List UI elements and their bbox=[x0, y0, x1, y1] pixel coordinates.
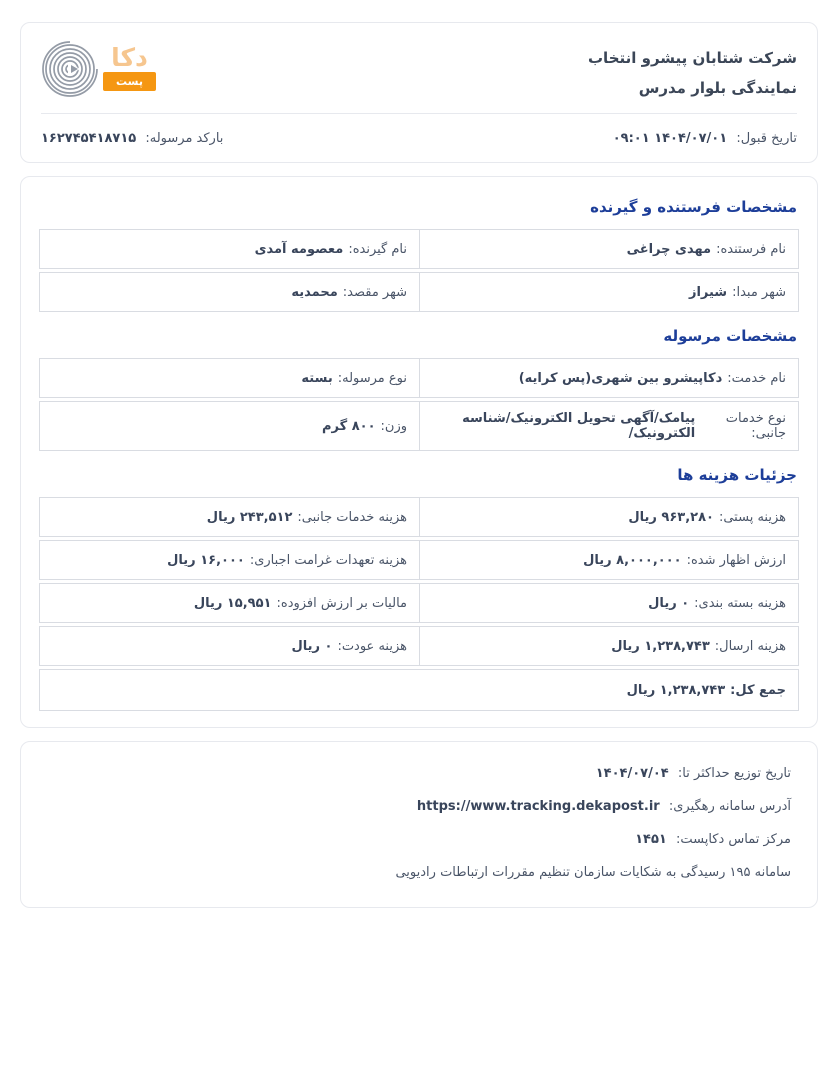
table-cell-shipping-cost bbox=[419, 627, 798, 665]
sender-receiver-table bbox=[39, 229, 799, 312]
footer-line-call-center bbox=[47, 832, 791, 848]
footer-value: ۱۴۵۱ bbox=[635, 832, 667, 847]
accept-date bbox=[613, 131, 797, 146]
table-cell-destination-city bbox=[40, 273, 419, 311]
cell-value: ۱,۲۳۸,۷۴۳ ریال bbox=[611, 638, 710, 654]
spiral-icon bbox=[41, 39, 99, 101]
table-row bbox=[39, 540, 799, 580]
table-cell-declared-value bbox=[419, 541, 798, 579]
dekapost-logo bbox=[41, 37, 156, 101]
footer-label: آدرس سامانه رهگیری: bbox=[668, 799, 791, 814]
cell-value: ۰ ریال bbox=[291, 638, 333, 654]
barcode-label: بارکد مرسوله: bbox=[145, 131, 224, 146]
cell-label: نوع خدمات جانبی: bbox=[725, 411, 786, 441]
cell-label: شهر مبدا: bbox=[732, 284, 786, 300]
receipt-header-card bbox=[20, 22, 818, 163]
table-cell-side-services-cost bbox=[40, 498, 419, 536]
table-cell-weight bbox=[40, 402, 419, 450]
header-meta-row bbox=[41, 114, 797, 146]
costs-table bbox=[39, 497, 799, 711]
logo-post-badge: پست bbox=[103, 72, 156, 91]
receipt-footer-card bbox=[20, 741, 818, 908]
table-row bbox=[39, 497, 799, 537]
footer-line-tracking-url bbox=[47, 799, 791, 815]
cell-label: ارزش اظهار شده: bbox=[686, 552, 786, 568]
parcel-barcode bbox=[41, 131, 223, 146]
table-cell-origin-city bbox=[419, 273, 798, 311]
logo-wordmark bbox=[103, 45, 156, 91]
cell-label: نوع مرسوله: bbox=[337, 370, 407, 386]
cell-label: هزینه خدمات جانبی: bbox=[297, 509, 407, 525]
section-title-parcel: مشخصات مرسوله bbox=[663, 327, 797, 345]
cell-label: شهر مقصد: bbox=[342, 284, 407, 300]
cell-label: مالیات بر ارزش افزوده: bbox=[276, 595, 407, 611]
table-cell-return-cost bbox=[40, 627, 419, 665]
table-cell-service-name bbox=[419, 359, 798, 397]
footer-label: تاریخ توزیع حداکثر تا: bbox=[677, 766, 791, 781]
cell-value: ۱۵,۹۵۱ ریال bbox=[193, 595, 272, 611]
cell-label: هزینه پستی: bbox=[718, 509, 786, 525]
cell-value: معصومه آمدی bbox=[254, 241, 344, 257]
table-row bbox=[39, 272, 799, 312]
cell-value: پیامک/آگهی تحویل الکترونیک/شناسه الکترونیک/ bbox=[462, 411, 696, 441]
footer-line-max-delivery-date bbox=[47, 766, 791, 782]
cell-value: محمدیه bbox=[291, 284, 338, 300]
cell-value: ۸,۰۰۰,۰۰۰ ریال bbox=[583, 552, 682, 568]
table-row bbox=[39, 401, 799, 451]
cell-label: هزینه ارسال: bbox=[714, 638, 786, 654]
cell-value: شیراز bbox=[688, 284, 728, 300]
parcel-table bbox=[39, 358, 799, 451]
cell-label: نام خدمت: bbox=[727, 370, 786, 386]
table-row bbox=[39, 583, 799, 623]
footer-label: مرکز تماس دکاپست: bbox=[675, 832, 791, 847]
cell-value: مهدی چراغی bbox=[626, 241, 712, 257]
header-top bbox=[41, 37, 797, 103]
cell-value: ۰ ریال bbox=[648, 595, 690, 611]
table-cell-packaging-cost bbox=[419, 584, 798, 622]
logo-word-deka: دکا bbox=[111, 43, 148, 72]
footer-line-complaints-system bbox=[47, 865, 791, 881]
table-cell-side-services bbox=[419, 402, 798, 450]
total-label: جمع کل: bbox=[730, 682, 786, 698]
cell-value: دکاپیشرو بین شهری(پس کرایه) bbox=[518, 370, 723, 386]
table-row bbox=[39, 626, 799, 666]
table-cell-postal-cost bbox=[419, 498, 798, 536]
cell-label: هزینه بسته بندی: bbox=[694, 595, 786, 611]
accept-date-value: ۱۴۰۴/۰۷/۰۱ ۰۹:۰۱ bbox=[612, 131, 728, 146]
barcode-value: ۱۶۲۷۴۵۴۱۸۷۱۵ bbox=[41, 131, 137, 146]
accept-date-label: تاریخ قبول: bbox=[736, 131, 797, 146]
company-name: شرکت شتابان پیشرو انتخاب bbox=[587, 49, 797, 67]
cell-value: ۹۶۳,۲۸۰ ریال bbox=[628, 509, 714, 525]
section-title-costs: جزئیات هزینه ها bbox=[677, 466, 797, 484]
total-value: ۱,۲۳۸,۷۴۳ ریال bbox=[626, 682, 726, 698]
table-row bbox=[39, 358, 799, 398]
footer-value: ۱۴۰۴/۰۷/۰۴ bbox=[595, 766, 669, 781]
table-cell-sender-name bbox=[419, 230, 798, 268]
table-cell-receiver-name bbox=[40, 230, 419, 268]
cell-label: هزینه عودت: bbox=[337, 638, 407, 654]
table-cell-compensation-cost bbox=[40, 541, 419, 579]
cell-value: ۲۴۳,۵۱۲ ریال bbox=[206, 509, 293, 525]
receipt-details-card bbox=[20, 176, 818, 728]
cell-value: ۸۰۰ گرم bbox=[322, 418, 376, 434]
table-cell-vat bbox=[40, 584, 419, 622]
cell-value: بسته bbox=[301, 370, 333, 386]
cell-label: نام فرستنده: bbox=[716, 241, 786, 257]
table-cell-parcel-type bbox=[40, 359, 419, 397]
agency-name: نمایندگی بلوار مدرس bbox=[638, 79, 797, 97]
cell-label: نام گیرنده: bbox=[348, 241, 407, 257]
section-title-sender-receiver: مشخصات فرستنده و گیرنده bbox=[590, 198, 797, 216]
tracking-url: https://www.tracking.dekapost.ir bbox=[416, 799, 660, 814]
footer-label: سامانه ۱۹۵ رسیدگی به شکایات سازمان تنظیم مقررات ارتباطات رادیویی bbox=[395, 865, 791, 880]
company-block bbox=[588, 37, 797, 103]
table-row bbox=[39, 229, 799, 269]
cell-value: ۱۶,۰۰۰ ریال bbox=[167, 552, 245, 568]
cell-label: وزن: bbox=[380, 418, 407, 434]
total-row bbox=[39, 669, 799, 711]
cell-label: هزینه تعهدات غرامت اجباری: bbox=[249, 552, 407, 568]
